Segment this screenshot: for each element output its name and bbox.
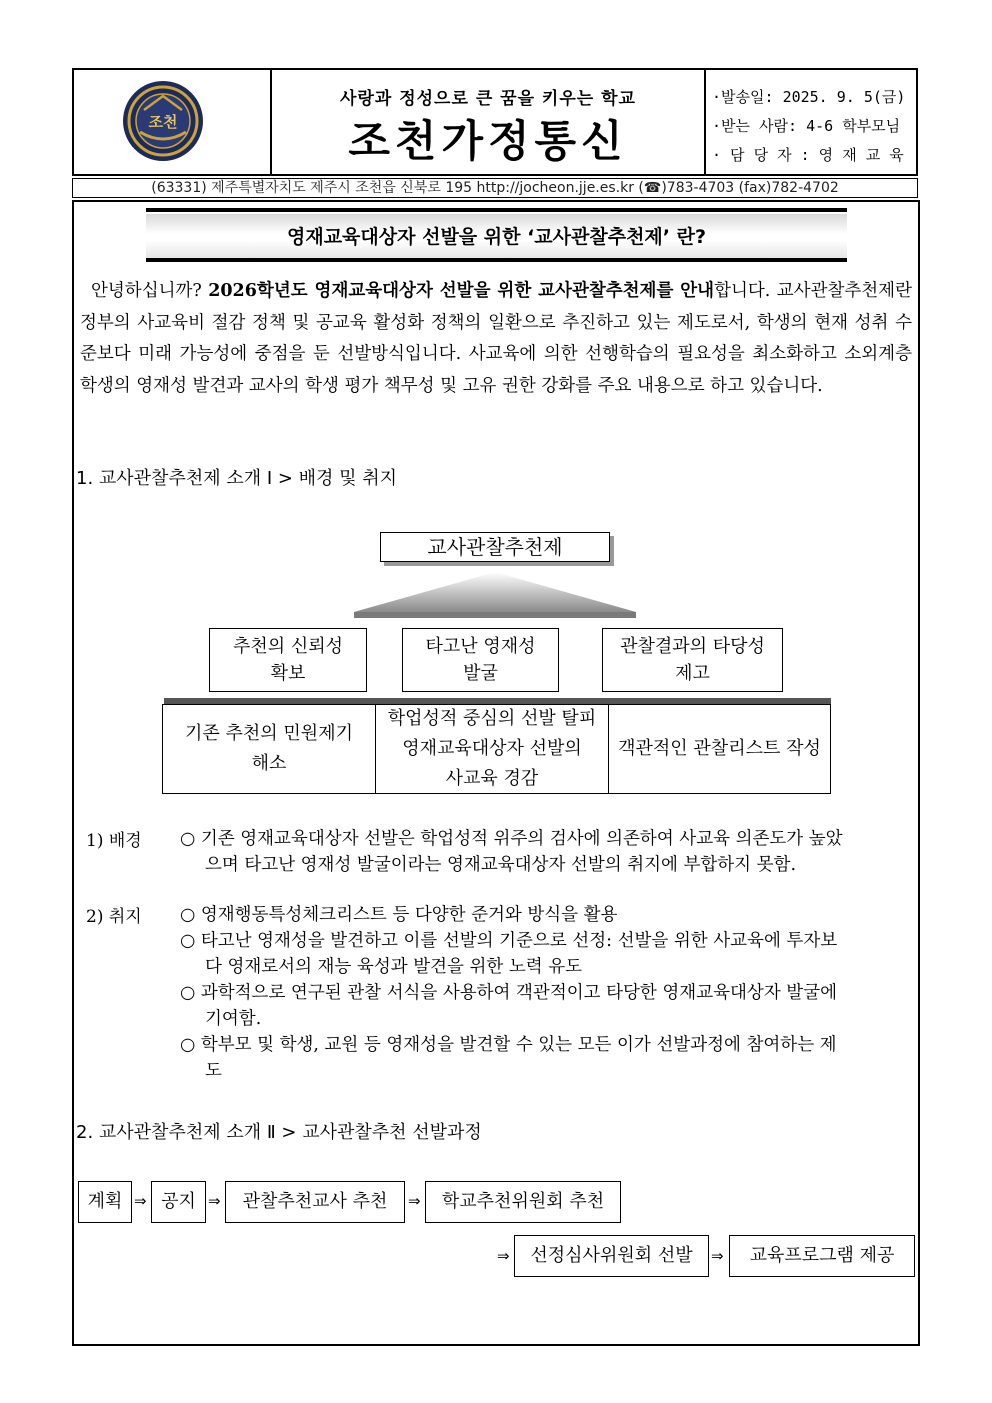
base-cell: 기존 추천의 민원제기 해소 — [163, 705, 376, 793]
pillar-box: 추천의 신뢰성 확보 — [209, 628, 367, 692]
header-divider — [704, 68, 706, 176]
article-title: 영재교육대상자 선발을 위한 ‘교사관찰추천제’ 란? — [287, 226, 706, 248]
intro-rest: 합니다. 교사관찰추천제란 정부의 사교육비 절감 정책 및 공교육 활성화 정책의 일환으로 추진하고 있는 제도로서, 학생의 현재 성취 수준보다 미래 가능성에 중점을 둔 선발방식입니다. 사교육에 의한 선행학습의 필요성을 최소화하고 소외계층 학생의 영재성 발견과 교사의 학생 평가 책무성 및 고유 권한 강화를 주요 내용으로 하고 있습니다. — [80, 281, 912, 396]
intro-paragraph — [80, 276, 912, 402]
intro-prefix: 안녕하십니까? — [91, 281, 209, 301]
seal-text: 조천 — [148, 113, 178, 131]
flow-arrow: ⇒ — [208, 1192, 221, 1210]
title-band-bottom — [146, 258, 847, 262]
background-item: ○ 기존 영재교육대상자 선발은 학업성적 위주의 검사에 의존하여 사교육 의존도가 높았으며 타고난 영재성 발굴이라는 영재교육대상자 선발의 취지에 부합하지 못함. — [180, 829, 843, 875]
title-band-top — [146, 208, 847, 212]
purpose-item: ○ 과학적으로 연구된 관찰 서식을 사용하여 객관적이고 타당한 영재교육대상자 발굴에 기여함. — [180, 983, 838, 1029]
flow-arrow: ⇒ — [711, 1247, 724, 1265]
flow-arrow: ⇒ — [408, 1192, 421, 1210]
section2-heading: 2. 교사관찰추천제 소개 Ⅱ > 교사관찰추천 선발과정 — [76, 1122, 482, 1143]
flow-arrow: ⇒ — [134, 1192, 147, 1210]
school-seal-logo — [122, 80, 204, 162]
purpose-label: 2) 취지 — [86, 907, 142, 927]
section1-heading: 1. 교사관찰추천제 소개 Ⅰ > 배경 및 취지 — [76, 468, 398, 489]
pillar-box: 관찰결과의 타당성 제고 — [602, 628, 783, 692]
flow-step-teacher-recommendation: 관찰추천교사 추천 — [225, 1181, 405, 1223]
diagram-top-box: 교사관찰추천제 — [380, 532, 610, 562]
flow-step-school-committee: 학교추천위원회 추천 — [425, 1181, 621, 1223]
flow-step-notice: 공지 — [151, 1181, 206, 1223]
newsletter-title: 조천가정통신 — [348, 117, 628, 167]
flow-step-education-program: 교육프로그램 제공 — [729, 1235, 915, 1277]
background-label: 1) 배경 — [86, 831, 142, 851]
purpose-item: ○ 학부모 및 학생, 교원 등 영재성을 발견할 수 있는 모든 이가 선발과정에 참여하는 제도 — [180, 1035, 837, 1081]
school-slogan: 사랑과 정성으로 큰 꿈을 키우는 학교 — [340, 89, 636, 109]
diagram-roof — [354, 570, 636, 620]
person-in-charge: · 담 당 자 : 영 재 교 육 — [712, 146, 904, 164]
send-date: ·발송일: 2025. 9. 5(금) — [712, 88, 906, 106]
diagram-base-table — [162, 704, 831, 794]
flow-arrow: ⇒ — [497, 1247, 510, 1265]
school-address: (63331) 제주특별자치도 제주시 조천읍 신북로 195 http://jocheon.jje.es.kr (☎)783-4703 (fax)782-4702 — [72, 178, 918, 198]
flow-step-selection-committee: 선정심사위원회 선발 — [514, 1235, 709, 1277]
base-cell: 객관적인 관찰리스트 작성 — [618, 738, 821, 759]
recipient: ·받는 사람: 4-6 학부모님 — [712, 117, 901, 135]
flow-step-plan: 계획 — [78, 1181, 132, 1223]
purpose-item: ○ 영재행동특성체크리스트 등 다양한 준거와 방식을 활용 — [180, 905, 618, 925]
purpose-item: ○ 타고난 영재성을 발견하고 이를 선발의 기준으로 선정: 선발을 위한 사교육에 투자보다 영재로서의 재능 육성과 발견을 위한 노력 유도 — [180, 931, 838, 977]
base-cell: 학업성적 중심의 선발 탈피 영재교육대상자 선발의 사교육 경감 — [376, 705, 609, 793]
intro-bold: 2026학년도 영재교육대상자 선발을 위한 교사관찰추천제를 안내 — [208, 281, 715, 301]
pillar-box: 타고난 영재성 발굴 — [402, 628, 559, 692]
